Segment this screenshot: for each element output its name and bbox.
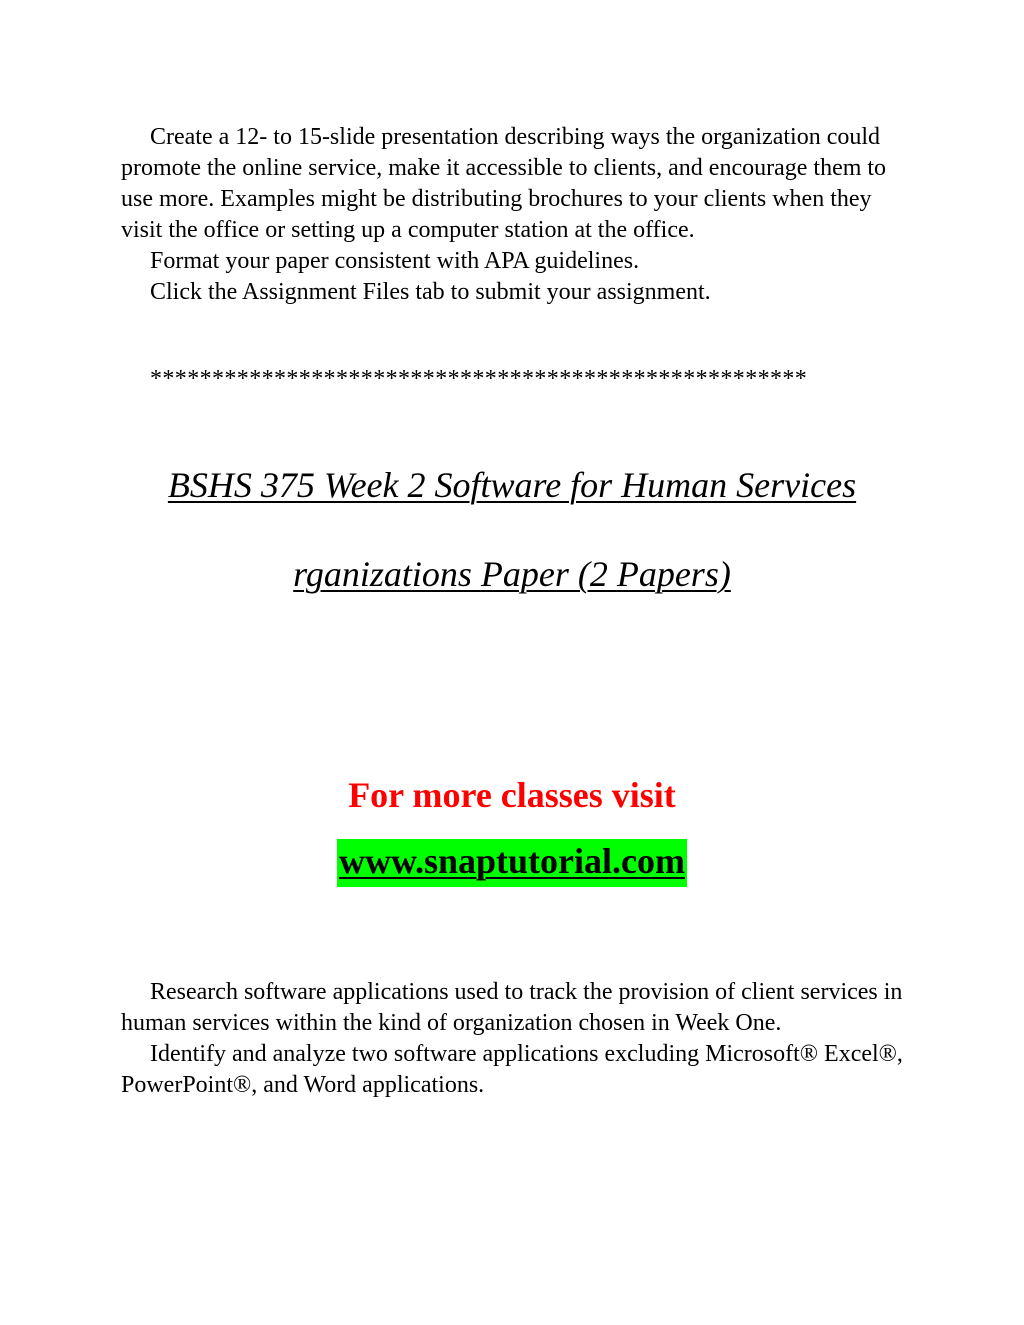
title-line-1: BSHS 375 Week 2 Software for Human Services: [167, 465, 857, 505]
format-paragraph: Format your paper consistent with APA guidelines.: [150, 248, 640, 274]
asterisk-separator: *****************************************************: [150, 366, 808, 392]
promo-text: For more classes visit: [348, 775, 676, 815]
research-instructions: [121, 977, 911, 1101]
title-line-2: rganizations Paper (2 Papers): [293, 554, 731, 594]
submit-paragraph: Click the Assignment Files tab to submit your assignment.: [150, 279, 711, 305]
snaptutorial-link[interactable]: www.snaptutorial.com: [337, 839, 687, 887]
intro-paragraph: Create a 12- to 15-slide presentation describing ways the organization could promote the online service, make it accessible to clients, and encourage them to use more. Examples might be distributing brochures to your clients when they visit the office or setting up a computer station at the office.: [121, 124, 887, 243]
assignment-instructions: [121, 122, 911, 308]
promo-link-row: [0, 839, 1024, 887]
research-paragraph: Research software applications used to track the provision of client services in human services within the kind of organization chosen in Week One.: [121, 979, 903, 1036]
identify-paragraph: Identify and analyze two software applications excluding Microsoft® Excel®, PowerPoint®, and Word applications.: [121, 1041, 903, 1098]
